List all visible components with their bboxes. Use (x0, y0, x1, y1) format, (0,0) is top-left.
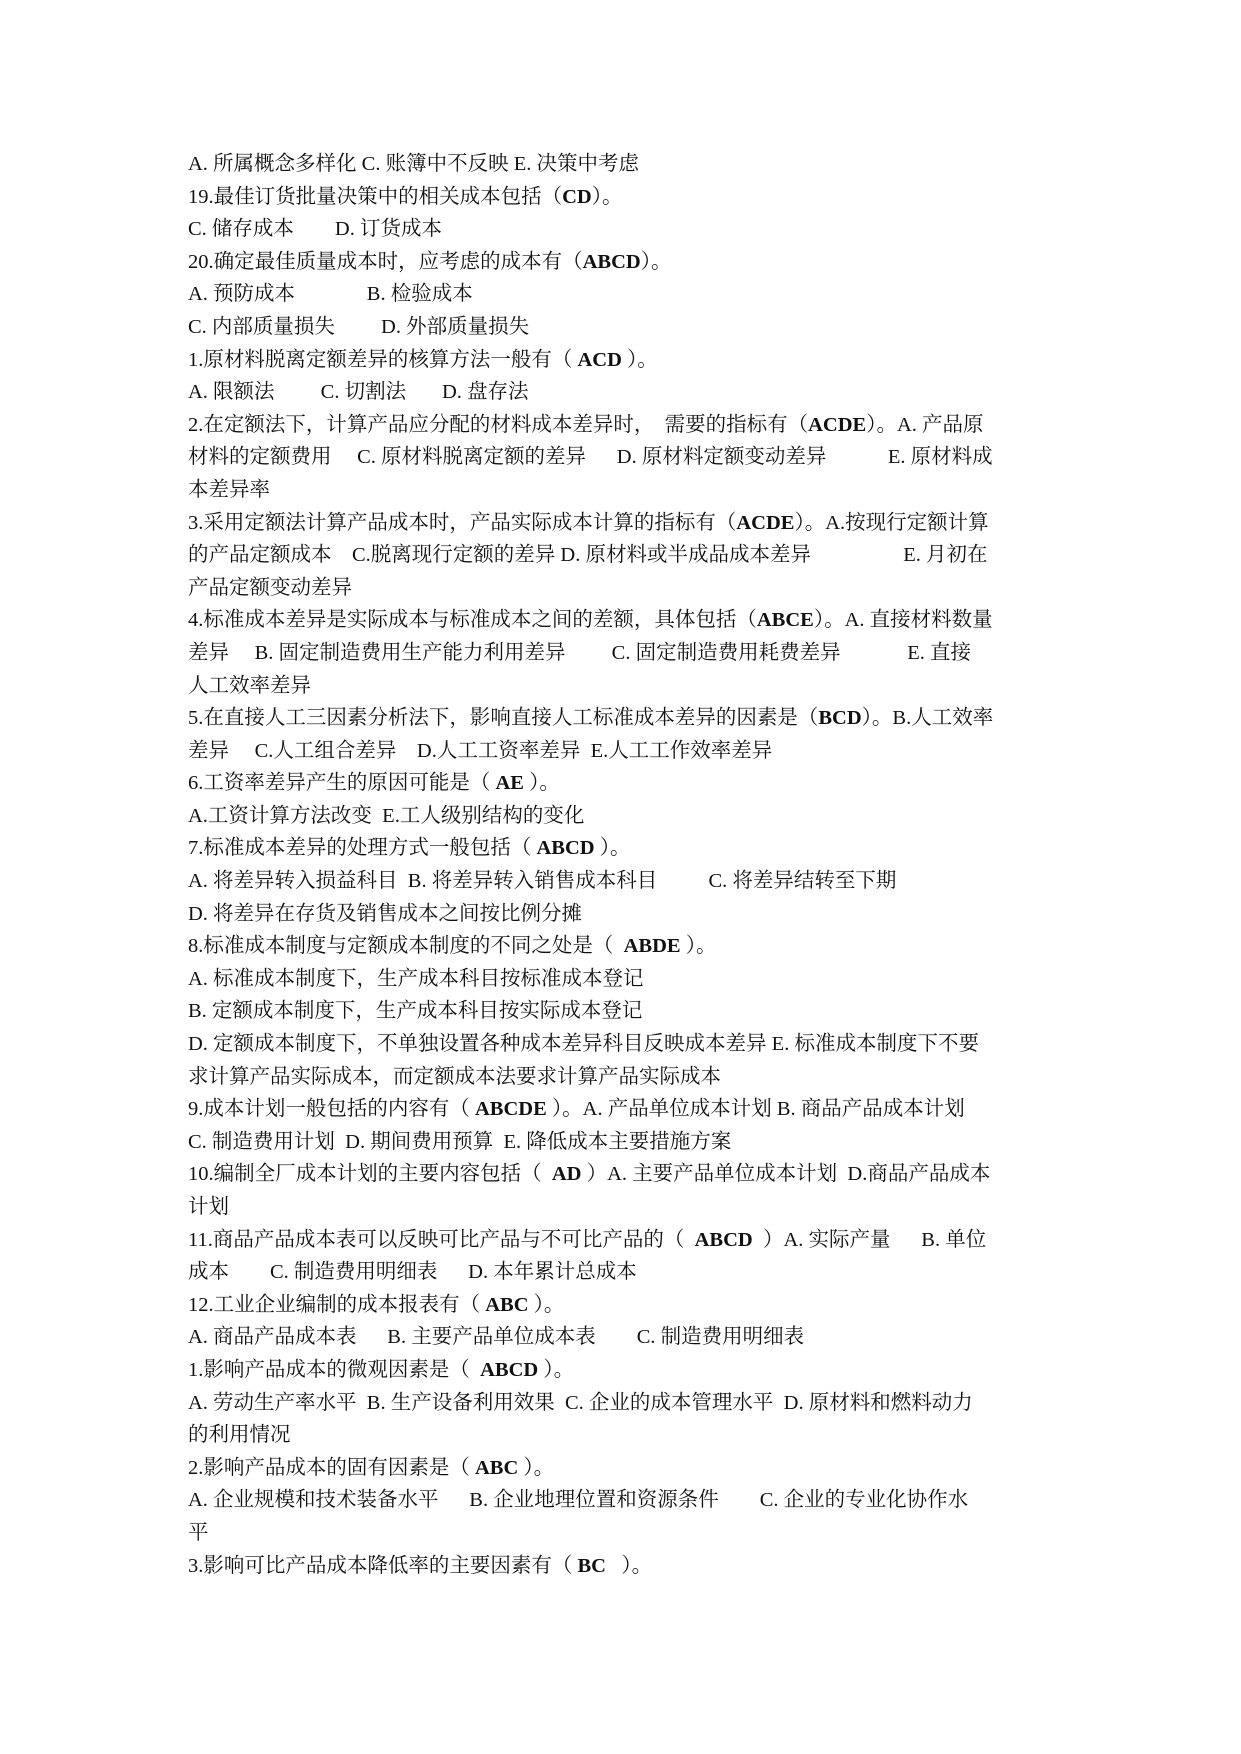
answer-key: ABCDE (475, 1098, 547, 1121)
answer-key: ABC (475, 1456, 519, 1479)
answer-key: BC (577, 1554, 606, 1577)
text-line: 20.确定最佳质量成本时，应考虑的成本有（ABCD）。 (188, 250, 672, 273)
text-line: 11.商品产品成本表可以反映可比产品与不可比产品的（ ABCD ）A. 实际产量 B. 单位 (188, 1228, 987, 1251)
text-line: C. 制造费用计划 D. 期间费用预算 E. 降低成本主要措施方案 (188, 1130, 732, 1153)
text-line: 求计算产品实际成本，而定额成本法要求计算产品实际成本 (188, 1065, 721, 1088)
text-line: 差异 B. 固定制造费用生产能力利用差异 C. 固定制造费用耗费差异 E. 直接 (188, 641, 971, 664)
text-line: 的利用情况 (188, 1424, 291, 1447)
text-line: A. 限额法 C. 切割法 D. 盘存法 (188, 381, 529, 404)
text-line: A. 所属概念多样化 C. 账簿中不反映 E. 决策中考虑 (188, 153, 639, 175)
text-line: 3.采用定额法计算产品成本时，产品实际成本计算的指标有（ACDE）。A.按现行定额计算 (188, 511, 989, 534)
text-line: 成本 C. 制造费用明细表 D. 本年累计总成本 (188, 1261, 637, 1284)
answer-key: BCD (818, 707, 862, 730)
text-line: 7.标准成本差异的处理方式一般包括（ ABCD ）。 (188, 837, 631, 860)
text-line: 材料的定额费用 C. 原材料脱离定额的差异 D. 原材料定额变动差异 E. 原材料成 (188, 446, 993, 469)
text-line: C. 内部质量损失 D. 外部质量损失 (188, 315, 530, 338)
text-line: A. 商品产品成本表 B. 主要产品单位成本表 C. 制造费用明细表 (188, 1326, 805, 1349)
answer-key: ABCE (756, 609, 814, 632)
text-line: 计划 (188, 1196, 229, 1218)
text-line: D. 将差异在存货及销售成本之间按比例分摊 (188, 902, 583, 925)
answer-key: ACDE (808, 413, 867, 436)
text-line: 1.影响产品成本的微观因素是（ ABCD ）。 (188, 1358, 575, 1381)
text-line: A. 将差异转入损益科目 B. 将差异转入销售成本科目 C. 将差异结转至下期 (188, 870, 897, 893)
text-line: 9.成本计划一般包括的内容有（ ABCDE ）。A. 产品单位成本计划 B. 商品产品成本计划 (188, 1098, 965, 1121)
text-line: 5.在直接人工三因素分析法下，影响直接人工标准成本差异的因素是（BCD）。B.人工效率 (188, 707, 994, 730)
text-line: 人工效率差异 (188, 674, 311, 697)
text-line: 12.工业企业编制的成本报表有（ ABC ）。 (188, 1293, 565, 1316)
text-line: 1.原材料脱离定额差异的核算方法一般有（ ACD ）。 (188, 348, 658, 371)
text-line: 19.最佳订货批量决策中的相关成本包括（CD）。 (188, 185, 623, 208)
answer-key: ABC (485, 1293, 529, 1316)
text-line: 2.在定额法下，计算产品应分配的材料成本差异时， 需要的指标有（ACDE）。A. 产品原 (188, 413, 984, 436)
text-line: A. 预防成本 B. 检验成本 (188, 283, 473, 306)
answer-key: AD (551, 1163, 582, 1186)
text-line: 产品定额变动差异 (188, 576, 352, 599)
text-line: B. 定额成本制度下，生产成本科目按实际成本登记 (188, 1000, 643, 1023)
text-line: 差异 C.人工组合差异 D.人工工资率差异 E.人工工作效率差异 (188, 739, 773, 762)
text-line: 2.影响产品成本的固有因素是（ ABC ）。 (188, 1456, 555, 1479)
answer-key: ACD (577, 348, 622, 371)
text-line: 本差异率 (188, 478, 270, 501)
text-line: A. 企业规模和技术装备水平 B. 企业地理位置和资源条件 C. 企业的专业化协作水 (188, 1489, 969, 1512)
answer-key: ABCD (536, 837, 595, 860)
answer-key: ABCD (480, 1358, 539, 1381)
text-line: 平 (188, 1521, 209, 1544)
text-line: A. 标准成本制度下，生产成本科目按标准成本登记 (188, 967, 644, 990)
text-line: 8.标准成本制度与定额成本制度的不同之处是（ ABDE ）。 (188, 935, 717, 958)
answer-key: AE (495, 772, 524, 795)
answer-key: CD (562, 185, 592, 208)
answer-key: ABDE (623, 935, 681, 958)
text-line: A. 劳动生产率水平 B. 生产设备利用效果 C. 企业的成本管理水平 D. 原材料和燃料动力 (188, 1391, 973, 1414)
text-line: 的产品定额成本 C.脱离现行定额的差异 D. 原材料或半成品成本差异 E. 月初在 (188, 544, 988, 567)
text-line: D. 定额成本制度下，不单独设置各种成本差异科目反映成本差异 E. 标准成本制度下不要 (188, 1033, 979, 1056)
answer-key: ABCD (582, 250, 641, 273)
answer-key: ABCD (694, 1228, 753, 1251)
answer-key: ACDE (736, 511, 795, 534)
document-page (188, 148, 1058, 1582)
text-line: 3.影响可比产品成本降低率的主要因素有（ BC ）。 (188, 1554, 653, 1577)
text-line: A.工资计算方法改变 E.工人级别结构的变化 (188, 804, 585, 827)
text-line: 4.标准成本差异是实际成本与标准成本之间的差额，具体包括（ABCE）。A. 直接材料数量 (188, 609, 993, 632)
text-line: 6.工资率差异产生的原因可能是（ AE ）。 (188, 772, 560, 795)
text-line: C. 储存成本 D. 订货成本 (188, 218, 442, 241)
text-line: 10.编制全厂成本计划的主要内容包括（ AD ）A. 主要产品单位成本计划 D.商品产品成本 (188, 1163, 991, 1186)
